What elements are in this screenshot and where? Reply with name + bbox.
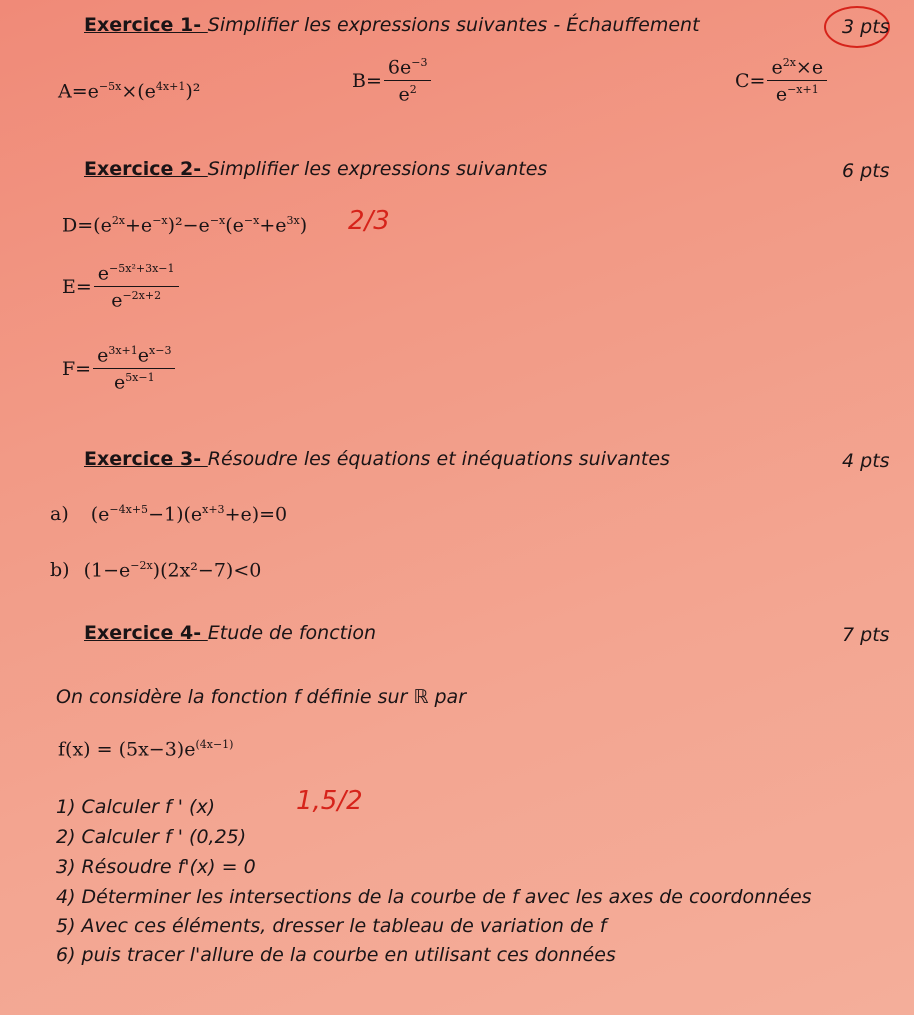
expr-f: F= $\frac{e^{3x+1}e^{x-3}}{e^{5x-1}}$	[62, 344, 175, 394]
expr-b: B= $\frac{6e^{-3}}{e^2}$	[352, 56, 431, 106]
question-6: 6) puis tracer l'allure de la courbe en utilisant ces données	[56, 944, 616, 966]
ex4-title-text: Etude de fonction	[207, 622, 377, 644]
ex2-label: Exercice 2-	[84, 158, 208, 180]
function-definition: $f(x) = (5x-3)e^{(4x-1)}$	[58, 738, 234, 761]
expr-c: C= $\frac{e^{2x}\times e}{e^{-x+1}}$	[735, 56, 827, 106]
ex4-intro: On considère la fonction f définie sur ℝ par	[56, 686, 467, 708]
ex1-title-text: Simplifier les expressions suivantes - Échauffement	[207, 14, 700, 36]
question-4: 4) Déterminer les intersections de la courbe de f avec les axes de coordonnées	[56, 886, 812, 908]
ex2-title-text: Simplifier les expressions suivantes	[207, 158, 548, 180]
question-5: 5) Avec ces éléments, dresser le tableau de variation de f	[56, 915, 607, 937]
handwritten-mark-q1: 1,5/2	[296, 786, 363, 816]
ex4-title	[84, 622, 376, 644]
handwritten-mark-d: 2/3	[348, 206, 390, 236]
ex3-label: Exercice 3-	[84, 448, 208, 470]
expr-e: E= $\frac{e^{-5x^2+3x-1}}{e^{-2x+2}}$	[62, 262, 179, 312]
ex4-points: 7 pts	[842, 624, 890, 646]
ex4-label: Exercice 4-	[84, 622, 208, 644]
question-1: 1) Calculer f ' (x)	[56, 796, 216, 818]
ex3-title-text: Résoudre les équations et inéquations suivantes	[207, 448, 670, 470]
ex1-points: 3 pts	[842, 16, 890, 38]
expr-a: $A=e^{-5x}\times(e^{4x+1})^2$	[58, 80, 201, 103]
ex3-title	[84, 448, 670, 470]
ex2-title	[84, 158, 547, 180]
ex2-points: 6 pts	[842, 160, 890, 182]
ex1-title	[84, 14, 700, 36]
ex1-label: Exercice 1-	[84, 14, 208, 36]
expr-d: $D=(e^{2x}+e^{-x})^2-e^{-x}(e^{-x}+e^{3x})$	[62, 214, 308, 237]
inequation-b: b) $(1-e^{-2x})(2x^2-7)<0$	[50, 559, 262, 582]
question-3: 3) Résoudre f'(x) = 0	[56, 856, 256, 878]
ex3-points: 4 pts	[842, 450, 890, 472]
question-2: 2) Calculer f ' (0,25)	[56, 826, 247, 848]
equation-a: a) $(e^{-4x+5}-1)(e^{x+3}+e)=0$	[50, 503, 288, 526]
